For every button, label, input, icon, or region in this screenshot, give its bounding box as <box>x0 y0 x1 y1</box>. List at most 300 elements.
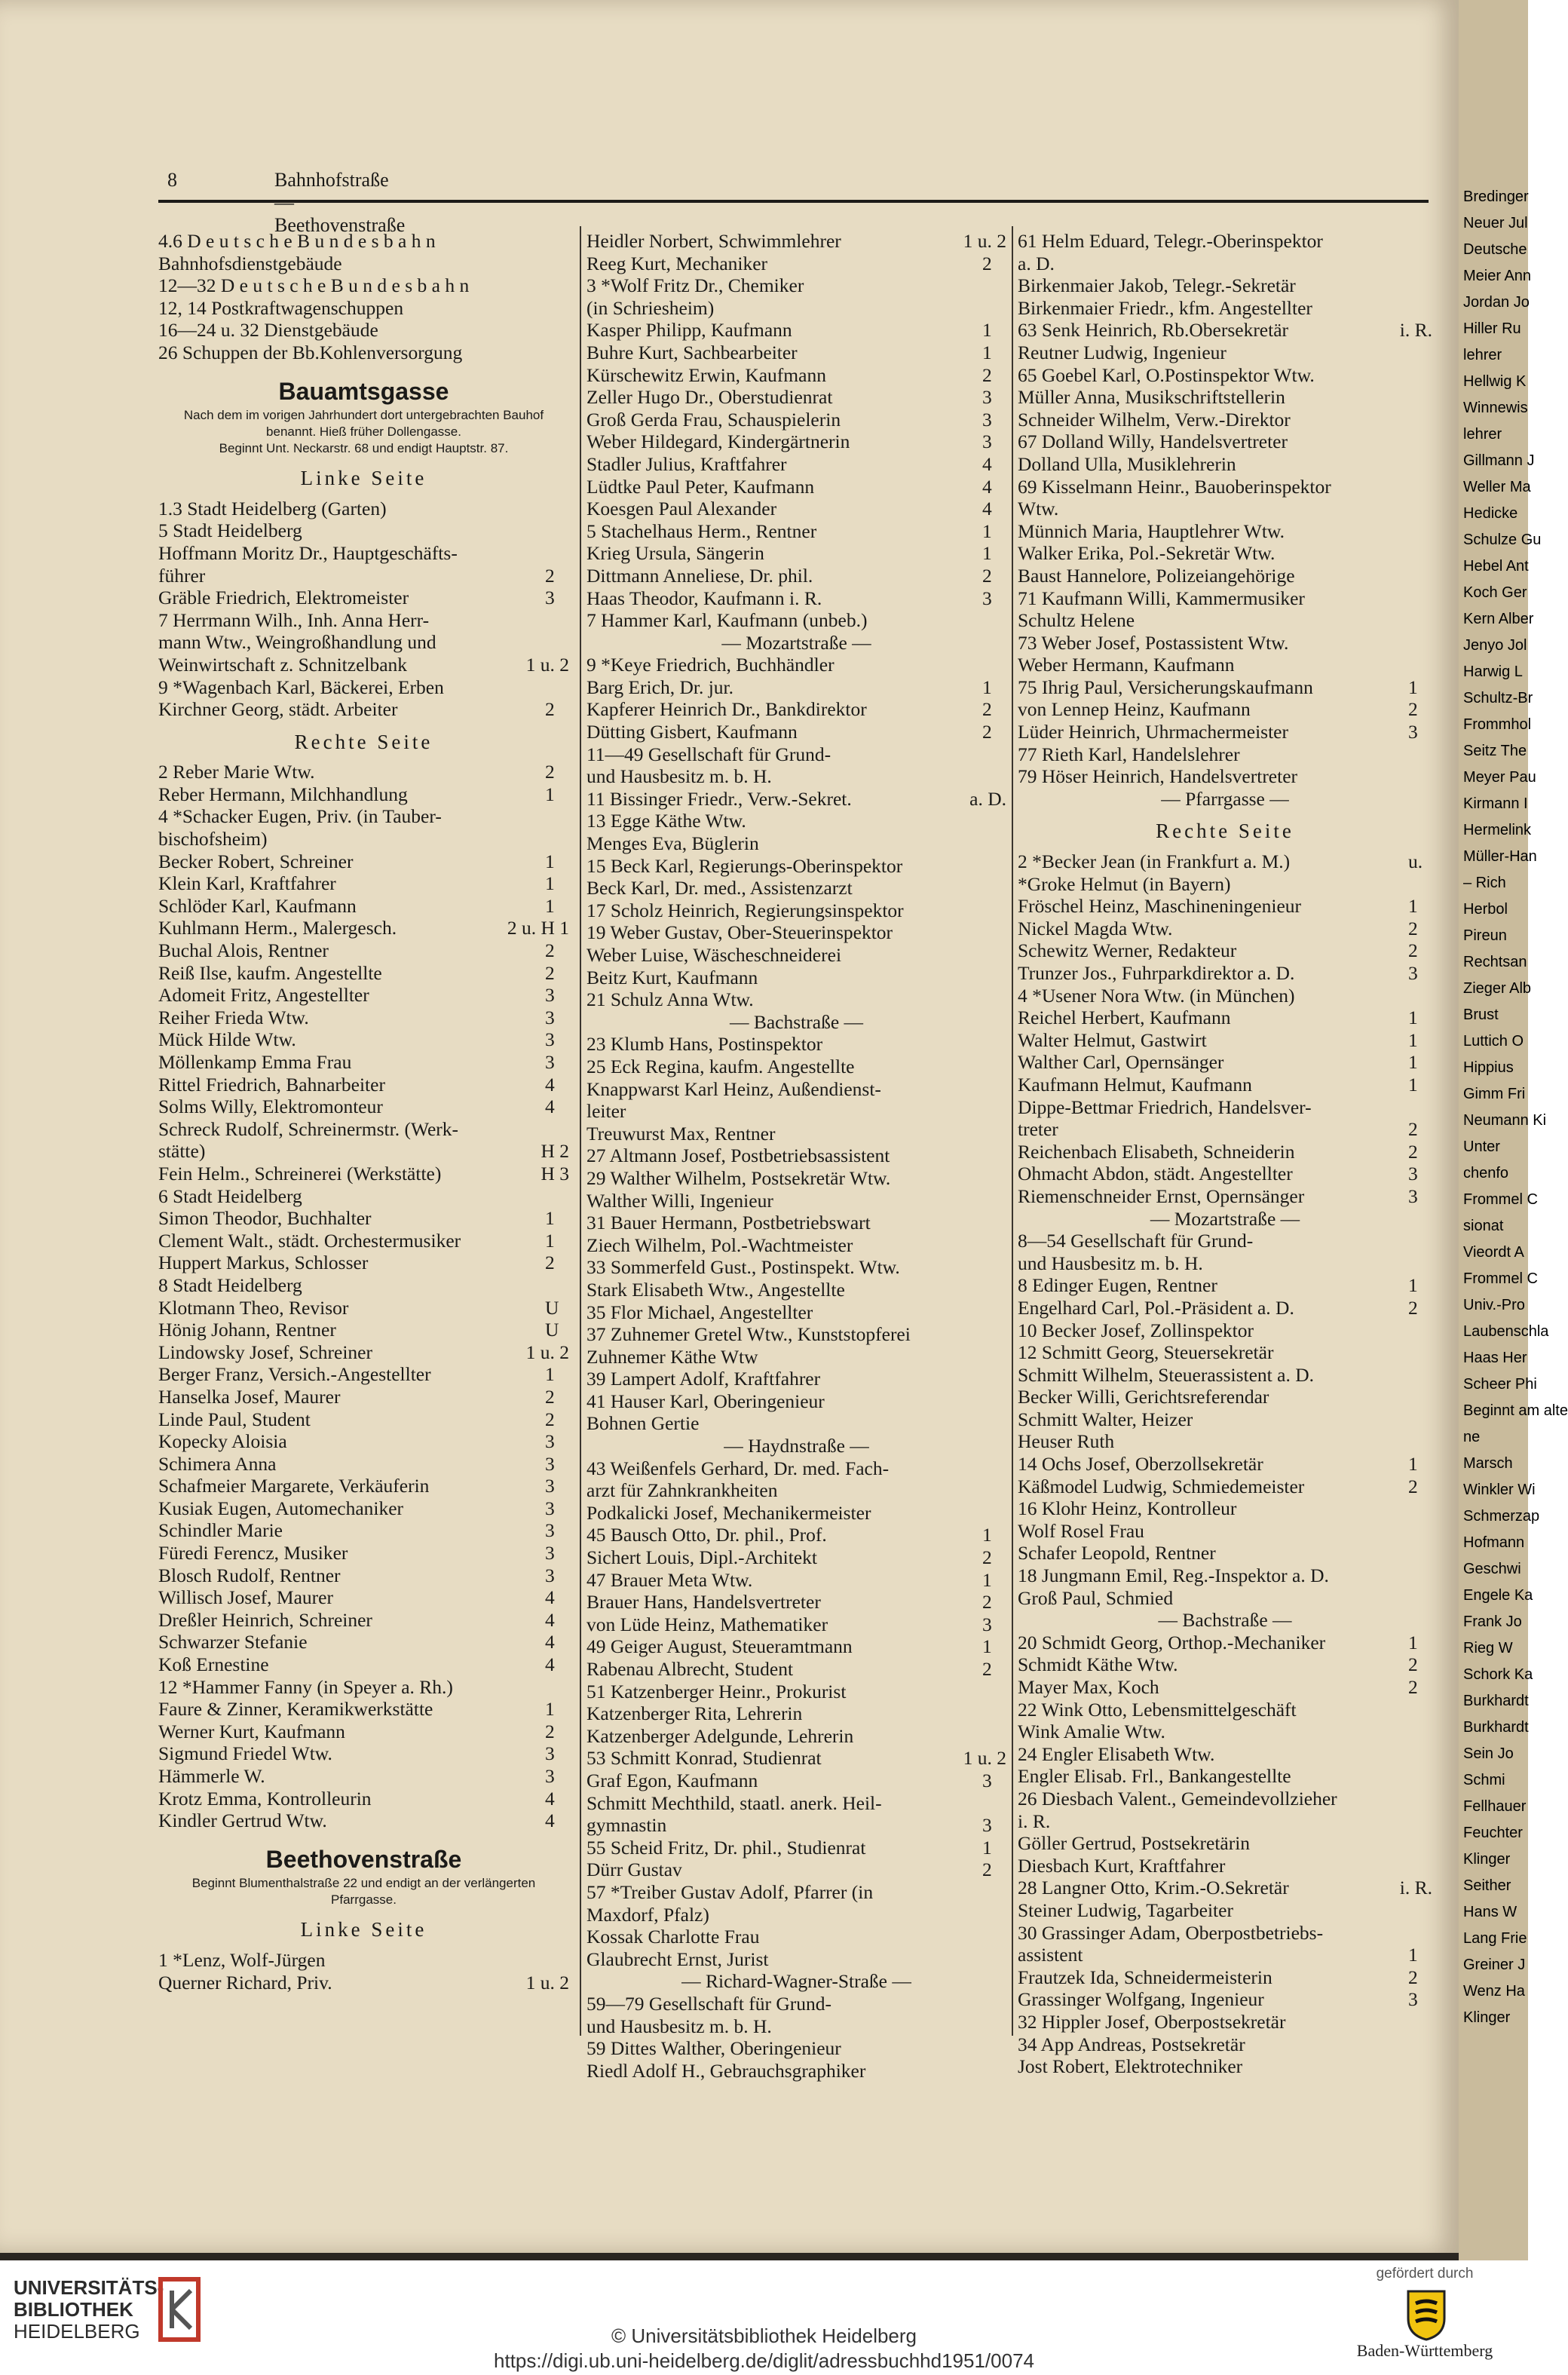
entry-text: Solms Willy, Elektromonteur <box>158 1096 383 1118</box>
directory-entry <box>1018 2055 1432 2078</box>
next-page-fragment: Laubenschla <box>1463 1323 1549 1340</box>
entry-text: Graf Egon, Kaufmann <box>586 1769 758 1791</box>
directory-entry: Weber Hildegard, Kindergärtnerin 3 <box>586 431 992 453</box>
next-page-fragment: Hiller Ru <box>1463 320 1521 337</box>
directory-entry <box>158 542 569 565</box>
directory-entry <box>1018 985 1432 1007</box>
entry-text: Adomeit Fritz, Angestellter <box>158 984 369 1007</box>
entry-text: Schneider Wilhelm, Verw.-Direktor <box>1018 408 1291 431</box>
entry-text: Grassinger Wolfgang, Ingenieur <box>1018 1988 1264 2011</box>
entry-text: Wink Amalie Wtw. <box>1018 1721 1165 1743</box>
entry-text: Schewitz Werner, Redakteur <box>1018 939 1237 962</box>
entry-text: Clement Walt., städt. Orchestermusiker <box>158 1229 461 1252</box>
entry-text: 1 *Lenz, Wolf-Jürgen <box>158 1948 326 1971</box>
entry-text: 18 Jungmann Emil, Reg.-Inspektor a. D. <box>1018 1564 1329 1587</box>
entry-text: 12, 14 Postkraftwagenschuppen <box>158 296 404 319</box>
directory-entry <box>586 1033 1006 1056</box>
cross-street: — Bachstraße — <box>1158 1609 1292 1632</box>
directory-entry <box>158 230 569 253</box>
directory-entry: Nickel Magda Wtw. 2 <box>1018 917 1418 939</box>
entry-text: Stark Elisabeth Wtw., Angestellte <box>586 1278 845 1301</box>
next-page-fragment: Frommel C <box>1463 1191 1538 1208</box>
side-heading: Linke Seite <box>300 1918 427 1941</box>
entry-text: 17 Scholz Heinrich, Regierungsinspektor <box>586 899 904 921</box>
floor-number: 1 u. 2 <box>525 1971 569 1993</box>
copyright-notice: © Universitätsbibliothek Heidelberg <box>611 2324 917 2347</box>
next-page-fragment: Hans W <box>1463 1904 1517 1920</box>
entry-text: 20 Schmidt Georg, Orthop.-Mechaniker <box>1018 1631 1326 1653</box>
entry-text: Huppert Markus, Schlosser <box>158 1252 369 1274</box>
entry-text: Baust Hannelore, Polizeiangehörige <box>1018 564 1295 587</box>
directory-entry <box>158 1163 569 1185</box>
next-page-edge <box>1459 0 1568 2260</box>
next-page-fragment: – Rich <box>1463 875 1506 891</box>
next-page-fragment: Klinger <box>1463 2009 1511 2026</box>
entry-text: 47 Brauer Meta Wtw. <box>586 1568 753 1591</box>
entry-text: Walther Carl, Opernsänger <box>1018 1051 1224 1074</box>
directory-entry <box>586 1056 1006 1078</box>
entry-text: Kusiak Eugen, Automechaniker <box>158 1497 404 1519</box>
directory-entry <box>1018 654 1432 676</box>
entry-text: Engelhard Carl, Pol.-Präsident a. D. <box>1018 1296 1294 1319</box>
directory-entry: 14 Ochs Josef, Oberzollsekretär 1 <box>1018 1453 1418 1476</box>
entry-text: 3 *Wolf Fritz Dr., Chemiker <box>586 274 804 297</box>
directory-entry <box>1018 1386 1432 1408</box>
directory-entry: 2 Reber Marie Wtw. 2 <box>158 761 555 783</box>
directory-entry <box>586 1145 1006 1167</box>
entry-text: 59 Dittes Walther, Oberingenieur <box>586 2037 841 2060</box>
next-page-fragment: Winkler Wi <box>1463 1482 1536 1498</box>
street-note: Nach dem im vorigen Jahrhundert dort untergebrachten Bauhof benannt. Hieß früher Dollengasse. <box>183 408 544 440</box>
directory-entry <box>586 988 1006 1011</box>
cross-street: — Bachstraße — <box>729 1010 864 1033</box>
next-page-fragment: Hermelink <box>1463 822 1532 838</box>
entry-text: Groß Paul, Schmied <box>1018 1586 1174 1609</box>
directory-entry <box>586 743 1006 766</box>
floor-number: 1 u. 2 <box>963 1747 1006 1770</box>
directory-entry: Kusiak Eugen, Automechaniker 3 <box>158 1497 555 1519</box>
entry-text: Ohmacht Abdon, städt. Angestellter <box>1018 1163 1293 1185</box>
entry-text: 41 Hauser Karl, Oberingenieur <box>586 1390 825 1412</box>
directory-entry: Reiß Ilse, kaufm. Angestellte 2 <box>158 961 555 984</box>
entry-text: Bahnhofsdienstgebäude <box>158 252 342 274</box>
directory-entry: Schafmeier Margarete, Verkäuferin 3 <box>158 1475 555 1497</box>
directory-entry <box>1018 342 1432 364</box>
directory-entry: Willisch Josef, Maurer 4 <box>158 1586 555 1609</box>
entry-text: Kindler Gertrud Wtw. <box>158 1810 327 1832</box>
entry-text: 28 Langner Otto, Krim.-O.Sekretär <box>1018 1877 1289 1899</box>
directory-entry: Füredi Ferencz, Musiker 3 <box>158 1542 555 1564</box>
header-rule <box>158 200 1429 203</box>
directory-entry <box>158 498 569 520</box>
entry-text: Walter Helmut, Gastwirt <box>1018 1028 1207 1051</box>
directory-entry: 5 Stachelhaus Herm., Rentner 1 <box>586 519 992 542</box>
directory-entry: Lüdtke Paul Peter, Kaufmann 4 <box>586 475 992 498</box>
directory-entry <box>158 1140 569 1163</box>
directory-entry: Graf Egon, Kaufmann 3 <box>586 1769 992 1791</box>
entry-text: Mayer Max, Koch <box>1018 1676 1159 1698</box>
directory-entry <box>586 609 1006 632</box>
entry-text: Beck Karl, Dr. med., Assistenzarzt <box>586 877 853 899</box>
entry-text: Becker Robert, Schreiner <box>158 850 354 872</box>
cross-street: — Mozartstraße — <box>1150 1207 1300 1230</box>
directory-entry: Hanselka Josef, Maurer 2 <box>158 1385 555 1408</box>
entry-text: 59—79 Gesellschaft für Grund- <box>586 1992 832 2015</box>
directory-entry <box>158 274 569 297</box>
entry-text: 12—32 D e u t s c h e B u n d e s b a h n <box>158 274 470 297</box>
entry-text: Kasper Philipp, Kaufmann <box>586 319 792 342</box>
directory-entry: Kirchner Georg, städt. Arbeiter 2 <box>158 698 555 721</box>
next-page-fragment: Klinger <box>1463 1851 1511 1868</box>
directory-entry: 2 *Becker Jean (in Frankfurt a. M.) u. <box>1018 850 1423 873</box>
directory-entry: Walter Helmut, Gastwirt 1 <box>1018 1028 1418 1051</box>
next-page-fragment: Gimm Fri <box>1463 1086 1526 1102</box>
directory-entry <box>1018 1430 1432 1453</box>
directory-entry <box>1018 1252 1432 1275</box>
directory-entry <box>586 1457 1006 1480</box>
directory-entry: Koß Ernestine 4 <box>158 1653 555 1676</box>
directory-entry: Grassinger Wolfgang, Ingenieur 3 <box>1018 1988 1418 2011</box>
entry-text: Wtw. <box>1018 498 1059 520</box>
directory-entry <box>586 944 1006 967</box>
next-page-fragment: Zieger Alb <box>1463 980 1532 997</box>
directory-entry: Krieg Ursula, Sängerin 1 <box>586 542 992 565</box>
directory-entry: Ohmacht Abdon, städt. Angestellter 3 <box>1018 1163 1418 1185</box>
entry-text: Heuser Ruth <box>1018 1430 1115 1453</box>
entry-text: 1.3 Stadt Heidelberg (Garten) <box>158 497 387 519</box>
entry-text: Stadler Julius, Kraftfahrer <box>586 452 787 475</box>
directory-entry <box>586 274 1006 297</box>
entry-text: Buchal Alois, Rentner <box>158 939 329 962</box>
directory-entry <box>158 1118 569 1141</box>
directory-entry <box>1018 1096 1432 1119</box>
entry-text: 45 Bausch Otto, Dr. phil., Prof. <box>586 1524 827 1546</box>
directory-entry <box>1018 1408 1432 1431</box>
next-page-fragment: Schultz-Br <box>1463 690 1533 706</box>
entry-text: 11—49 Gesellschaft für Grund- <box>586 743 831 765</box>
entry-text: Weber Hildegard, Kindergärtnerin <box>586 431 850 453</box>
entry-text: Möllenkamp Emma Frau <box>158 1051 352 1073</box>
entry-text: Kapferer Heinrich Dr., Bankdirektor <box>586 698 867 721</box>
entry-text: Münnich Maria, Hauptlehrer Wtw. <box>1018 519 1285 542</box>
entry-text: Reutner Ludwig, Ingenieur <box>1018 341 1227 363</box>
permalink[interactable]: https://digi.ub.uni-heidelberg.de/diglit/adressbuchhd1951/0074 <box>494 2349 1034 2372</box>
directory-entry <box>586 1368 1006 1390</box>
entry-text: i. R. <box>1018 1810 1051 1832</box>
directory-entry: Buchal Alois, Rentner 2 <box>158 939 555 962</box>
directory-entry: assistent 1 <box>1018 1944 1418 1966</box>
directory-entry <box>586 1256 1006 1279</box>
entry-text: assistent <box>1018 1944 1083 1966</box>
directory-entry <box>1018 453 1432 476</box>
directory-entry <box>1018 1364 1432 1387</box>
entry-text: Buhre Kurt, Sachbearbeiter <box>586 341 798 363</box>
floor-number: H 3 <box>541 1162 569 1184</box>
entry-text: Dolland Ulla, Musiklehrerin <box>1018 452 1236 475</box>
next-page-fragment: Burkhardt <box>1463 1719 1529 1736</box>
directory-entry <box>1018 1699 1432 1721</box>
entry-text: Werner Kurt, Kaufmann <box>158 1720 345 1742</box>
directory-entry <box>586 1412 1006 1435</box>
directory-entry: Reeg Kurt, Mechaniker 2 <box>586 252 992 274</box>
directory-entry <box>1018 2033 1432 2056</box>
directory-entry <box>158 917 569 939</box>
directory-entry: Dreßler Heinrich, Schreiner 4 <box>158 1608 555 1631</box>
directory-entry: Groß Gerda Frau, Schauspielerin 3 <box>586 408 992 431</box>
entry-text: Katzenberger Rita, Lehrerin <box>586 1702 803 1725</box>
directory-entry: Linde Paul, Student 2 <box>158 1408 555 1430</box>
next-page-fragment: Müller-Han <box>1463 848 1537 865</box>
entry-text: a. D. <box>1018 252 1055 274</box>
next-page-fragment: Bredinger <box>1463 188 1529 205</box>
directory-entry <box>586 899 1006 922</box>
directory-entry <box>158 1972 569 1994</box>
next-page-fragment: Scheer Phi <box>1463 1376 1537 1393</box>
entry-text: Reichenbach Elisabeth, Schneiderin <box>1018 1140 1295 1163</box>
next-page-fragment: Schmerzap <box>1463 1508 1540 1525</box>
entry-text: 7 Hammer Karl, Kaufmann (unbeb.) <box>586 609 868 632</box>
entry-text: Beitz Kurt, Kaufmann <box>586 966 758 988</box>
entry-text: Schimera Anna <box>158 1452 277 1475</box>
entry-text: Reiß Ilse, kaufm. Angestellte <box>158 961 382 984</box>
directory-entry <box>586 1792 1006 1815</box>
directory-entry: Mück Hilde Wtw. 3 <box>158 1028 555 1051</box>
directory-entry <box>1018 274 1432 297</box>
directory-entry: Barg Erich, Dr. jur. 1 <box>586 676 992 698</box>
directory-entry <box>586 1100 1006 1123</box>
directory-entry <box>1018 609 1432 632</box>
directory-entry <box>158 676 569 699</box>
entry-text: Berger Franz, Versich.-Angestellter <box>158 1363 431 1386</box>
directory-entry: Schwarzer Stefanie 4 <box>158 1631 555 1653</box>
directory-entry <box>1018 386 1432 409</box>
next-page-fragment: Herbol <box>1463 901 1508 918</box>
directory-entry <box>1018 409 1432 431</box>
entry-text: Weber Hermann, Kaufmann <box>1018 654 1235 676</box>
directory-entry: Walther Carl, Opernsänger 1 <box>1018 1051 1418 1074</box>
entry-text: Faure & Zinner, Keramikwerkstätte <box>158 1698 433 1721</box>
entry-text: Kopecky Aloisia <box>158 1430 287 1453</box>
directory-entry <box>586 967 1006 989</box>
entry-text: Haas Theodor, Kaufmann i. R. <box>586 587 822 609</box>
directory-entry: Dittmann Anneliese, Dr. phil. 2 <box>586 564 992 587</box>
next-page-fragment: Jenyo Jol <box>1463 637 1527 654</box>
entry-text: *Groke Helmut (in Bayern) <box>1018 872 1231 895</box>
entry-text: Schlöder Karl, Kaufmann <box>158 894 357 917</box>
entry-text: 35 Flor Michael, Angestellter <box>586 1301 813 1323</box>
entry-text: Koß Ernestine <box>158 1653 269 1676</box>
next-page-fragment: lehrer <box>1463 347 1502 363</box>
entry-text: 11 Bissinger Friedr., Verw.-Sekret. <box>586 787 852 810</box>
entry-text: Jost Robert, Elektrotechniker <box>1018 2055 1243 2078</box>
directory-entry <box>586 788 1006 811</box>
entry-text: Maxdorf, Pfalz) <box>586 1903 709 1926</box>
directory-entry: Rittel Friedrich, Bahnarbeiter 4 <box>158 1073 555 1096</box>
directory-entry <box>1018 520 1432 543</box>
entry-text: 19 Weber Gustav, Ober-Steuerinspektor <box>586 921 893 944</box>
entry-text: 75 Ihrig Paul, Versicherungskaufmann <box>1018 676 1313 698</box>
directory-entry <box>1018 253 1432 275</box>
entry-text: Füredi Ferencz, Musiker <box>158 1542 348 1564</box>
entry-text: Schafer Leopold, Rentner <box>1018 1542 1216 1564</box>
entry-text: Barg Erich, Dr. jur. <box>586 676 733 698</box>
directory-entry <box>158 654 569 676</box>
entry-text: 16 Klohr Heinz, Kontrolleur <box>1018 1497 1237 1520</box>
entry-text: Steiner Ludwig, Tagarbeiter <box>1018 1898 1233 1921</box>
directory-entry <box>1018 364 1432 387</box>
entry-text: Riemenschneider Ernst, Opernsänger <box>1018 1184 1305 1207</box>
directory-entry: Reber Hermann, Milchhandlung 1 <box>158 783 555 805</box>
entry-text: Reber Hermann, Milchhandlung <box>158 783 408 805</box>
entry-text: 39 Lampert Adolf, Kraftfahrer <box>586 1368 821 1390</box>
directory-entry <box>1018 1810 1432 1833</box>
entry-text: führer <box>158 564 206 587</box>
street-note: Beginnt Unt. Neckarstr. 68 und endigt Hauptstr. 87. <box>219 441 509 456</box>
entry-text: 24 Engler Elisabeth Wtw. <box>1018 1742 1215 1765</box>
entry-text: 65 Goebel Karl, O.Postinspektor Wtw. <box>1018 363 1315 386</box>
entry-text: Menges Eva, Büglerin <box>586 832 759 855</box>
column-3 <box>1018 230 1432 2078</box>
entry-text: 31 Bauer Hermann, Postbetriebswart <box>586 1212 871 1234</box>
directory-entry <box>1018 743 1432 766</box>
directory-entry <box>158 253 569 275</box>
next-page-fragment: Lang Frie <box>1463 1930 1527 1947</box>
next-page-fragment: Marsch <box>1463 1455 1513 1472</box>
cross-street: — Mozartstraße — <box>721 631 871 654</box>
next-page-fragment: Koch Ger <box>1463 584 1527 601</box>
entry-text: 21 Schulz Anna Wtw. <box>586 988 754 1011</box>
entry-text: Hoffmann Moritz Dr., Hauptgeschäfts- <box>158 541 458 564</box>
directory-entry <box>586 1123 1006 1145</box>
entry-text: Engler Elisab. Frl., Bankangestellte <box>1018 1765 1291 1788</box>
side-heading: Linke Seite <box>300 467 427 490</box>
directory-entry: Kaufmann Helmut, Kaufmann 1 <box>1018 1073 1418 1096</box>
entry-text: von Lüde Heinz, Mathematiker <box>586 1613 828 1635</box>
directory-entry <box>1018 1855 1432 1877</box>
next-page-fragment: Haas Her <box>1463 1350 1527 1366</box>
directory-entry: treter 2 <box>1018 1118 1418 1141</box>
directory-entry <box>1018 476 1432 498</box>
directory-entry <box>586 810 1006 832</box>
entry-text: Trunzer Jos., Fuhrparkdirektor a. D. <box>1018 962 1295 984</box>
directory-entry <box>1018 1743 1432 1766</box>
entry-text: 4 *Schacker Eugen, Priv. (in Tauber- <box>158 805 442 828</box>
column-1 <box>158 230 569 1993</box>
directory-entry <box>586 1502 1006 1525</box>
entry-text: Zeller Hugo Dr., Oberstudienrat <box>586 386 833 409</box>
directory-entry <box>1018 230 1432 253</box>
entry-text: Schmidt Käthe Wtw. <box>1018 1653 1178 1676</box>
directory-entry <box>586 1681 1006 1703</box>
directory-entry: Solms Willy, Elektromonteur 4 <box>158 1096 555 1118</box>
directory-entry: Mayer Max, Koch 2 <box>1018 1676 1418 1698</box>
entry-text: treter <box>1018 1118 1058 1141</box>
entry-text: Mück Hilde Wtw. <box>158 1028 296 1051</box>
next-page-fragment: Schork Ka <box>1463 1666 1533 1683</box>
directory-entry <box>1018 565 1432 587</box>
directory-entry: Krotz Emma, Kontrolleurin 4 <box>158 1787 555 1810</box>
directory-entry <box>586 921 1006 944</box>
directory-entry <box>586 230 1006 253</box>
entry-text: Koesgen Paul Alexander <box>586 498 777 520</box>
entry-text: Willisch Josef, Maurer <box>158 1586 333 1609</box>
directory-entry <box>586 1747 1006 1770</box>
entry-text: 5 Stachelhaus Herm., Rentner <box>586 519 817 542</box>
directory-entry: Klotmann Theo, Revisor U <box>158 1296 559 1319</box>
directory-entry <box>158 319 569 342</box>
entry-text: und Hausbesitz m. b. H. <box>586 2015 772 2037</box>
next-page-fragment: Seitz The <box>1463 743 1527 759</box>
entry-text: 4.6 D e u t s c h e B u n d e s b a h n <box>158 230 436 252</box>
entry-text: 26 Schuppen der Bb.Kohlenversorgung <box>158 341 463 363</box>
entry-text: 6 Stadt Heidelberg <box>158 1184 302 1207</box>
directory-entry: Sichert Louis, Dipl.-Architekt 2 <box>586 1546 992 1569</box>
entry-text: Dippe-Bettmar Friedrich, Handelsver- <box>1018 1096 1312 1118</box>
entry-text: Kürschewitz Erwin, Kaufmann <box>586 363 826 386</box>
entry-text: 15 Beck Karl, Regierungs-Oberinspektor <box>586 854 903 877</box>
entry-text: 2 *Becker Jean (in Frankfurt a. M.) <box>1018 850 1291 873</box>
street-heading: Beethovenstraße <box>265 1845 462 1873</box>
floor-number: 1 u. 2 <box>963 230 1006 252</box>
directory-entry: Simon Theodor, Buchhalter 1 <box>158 1207 555 1230</box>
directory-entry <box>1018 1877 1432 1899</box>
directory-entry: Schindler Marie 3 <box>158 1519 555 1542</box>
directory-entry: 49 Geiger August, Steueramtmann 1 <box>586 1635 992 1658</box>
next-page-fragment: Harwig L <box>1463 663 1523 680</box>
directory-entry <box>586 1948 1006 1971</box>
floor-number: 1 u. 2 <box>525 653 569 676</box>
directory-entry <box>586 1190 1006 1212</box>
entry-text: Diesbach Kurt, Kraftfahrer <box>1018 1854 1226 1877</box>
entry-text: 79 Höser Heinrich, Handelsvertreter <box>1018 765 1298 788</box>
directory-entry <box>586 832 1006 855</box>
entry-text: 27 Altmann Josef, Postbetriebsassistent <box>586 1145 890 1167</box>
entry-text: Knappwarst Karl Heinz, Außendienst- <box>586 1077 881 1100</box>
directory-entry <box>1018 1788 1432 1810</box>
next-page-fragment: Hippius <box>1463 1059 1514 1076</box>
entry-text: Reichel Herbert, Kaufmann <box>1018 1007 1231 1029</box>
next-page-fragment: Univ.-Pro <box>1463 1297 1525 1313</box>
entry-text: 32 Hippler Josef, Oberpostsekretär <box>1018 2010 1286 2033</box>
entry-text: 8 Stadt Heidelberg <box>158 1273 302 1296</box>
next-page-fragment: Sein Jo <box>1463 1745 1514 1762</box>
directory-entry <box>1018 632 1432 654</box>
cross-street: — Haydnstraße — <box>724 1435 869 1457</box>
next-page-fragment: Deutsche <box>1463 241 1527 258</box>
entry-text: Birkenmaier Friedr., kfm. Angestellter <box>1018 296 1312 319</box>
next-page-fragment: chenfo <box>1463 1165 1509 1181</box>
entry-text: von Lennep Heinz, Kaufmann <box>1018 698 1251 721</box>
directory-entry: Reichenbach Elisabeth, Schneiderin 2 <box>1018 1140 1418 1163</box>
directory-entry: Koesgen Paul Alexander 4 <box>586 498 992 520</box>
entry-text: Dreßler Heinrich, Schreiner <box>158 1608 372 1631</box>
entry-text: 51 Katzenberger Heinr., Prokurist <box>586 1680 847 1702</box>
directory-entry: Blosch Rudolf, Rentner 3 <box>158 1564 555 1586</box>
directory-entry: Fröschel Heinz, Maschineningenieur 1 <box>1018 895 1418 918</box>
directory-entry <box>586 1279 1006 1301</box>
entry-text: bischofsheim) <box>158 828 268 850</box>
entry-text: 12 Schmitt Georg, Steuersekretär <box>1018 1341 1274 1364</box>
directory-entry: 75 Ihrig Paul, Versicherungskaufmann 1 <box>1018 676 1418 698</box>
directory-entry: Schmidt Käthe Wtw. 2 <box>1018 1653 1418 1676</box>
directory-entry <box>586 297 1006 320</box>
entry-text: Schmitt Mechthild, staatl. anerk. Heil- <box>586 1791 882 1814</box>
entry-text: Brauer Hans, Handelsvertreter <box>586 1591 821 1613</box>
directory-entry <box>1018 1899 1432 1922</box>
directory-entry: 55 Scheid Fritz, Dr. phil., Studienrat 1 <box>586 1836 992 1859</box>
directory-entry <box>158 1949 569 1972</box>
directory-entry: Reiher Frieda Wtw. 3 <box>158 1006 555 1028</box>
